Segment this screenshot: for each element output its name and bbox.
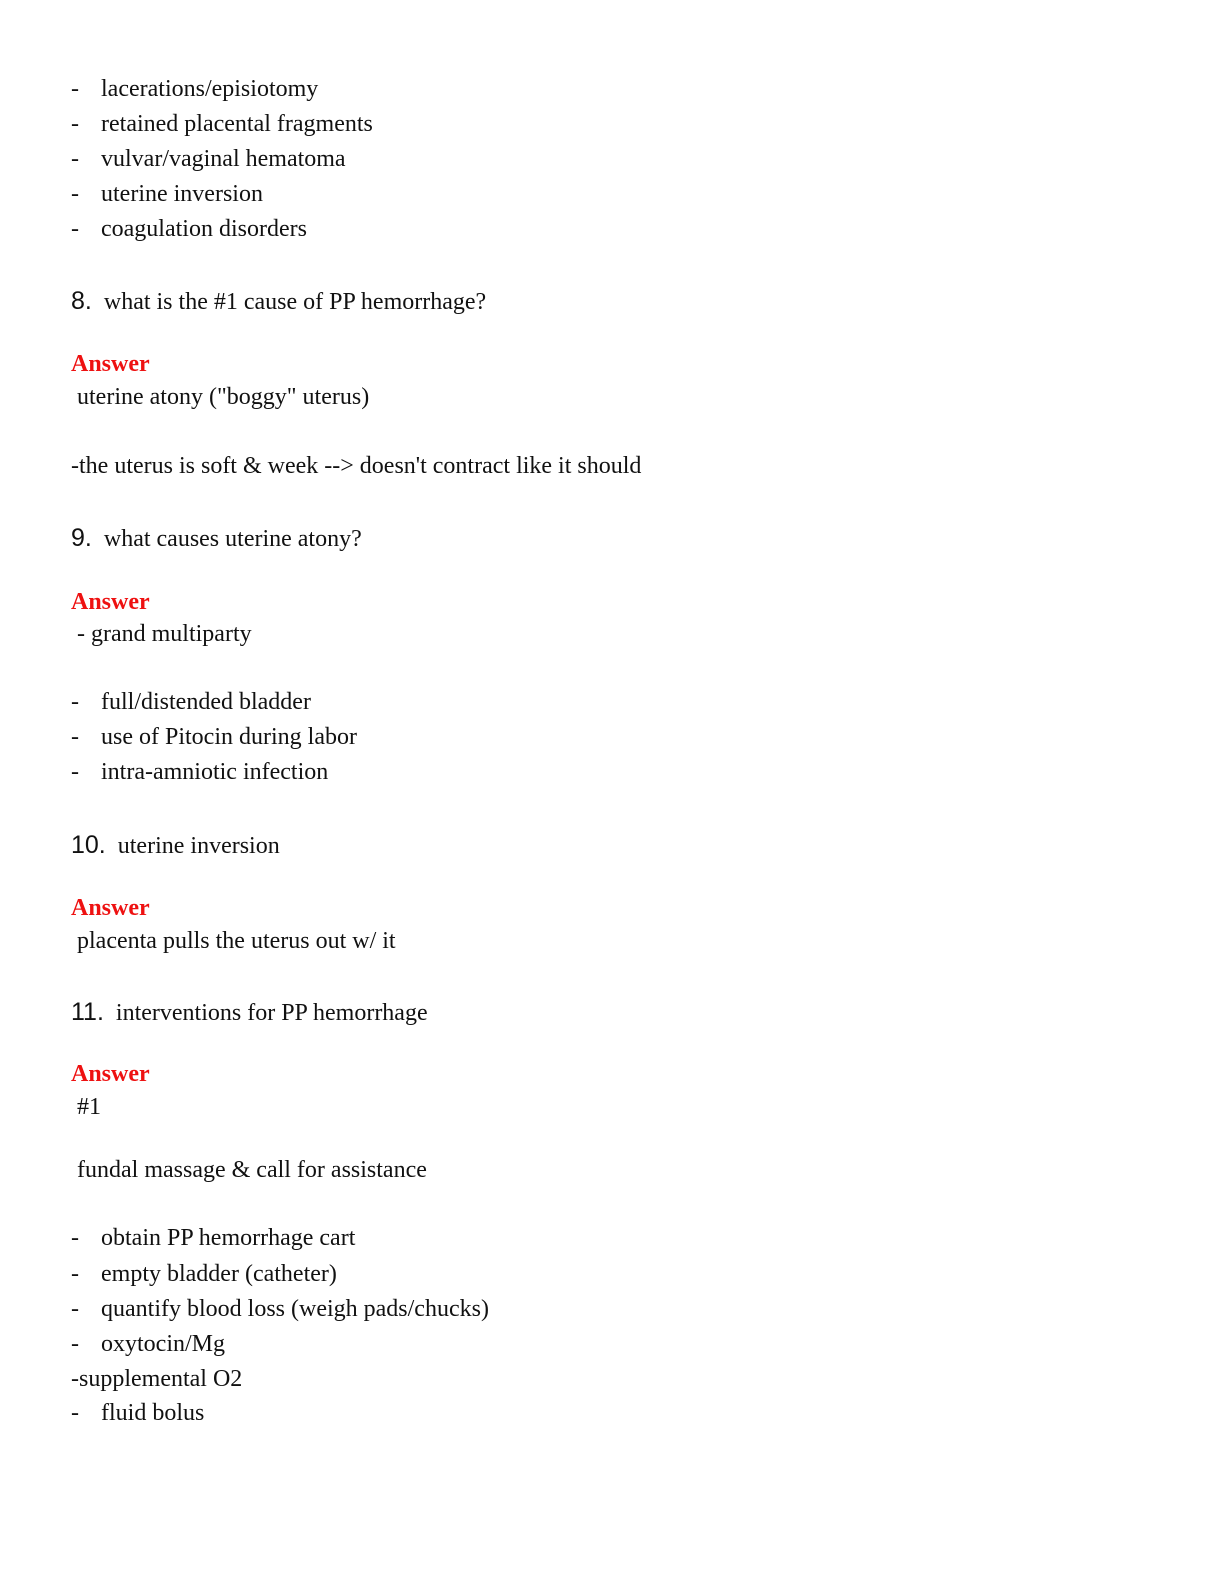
list-item <box>71 74 318 104</box>
dash: - <box>71 1400 79 1426</box>
dash: - <box>71 1225 79 1251</box>
question-10 <box>71 830 280 861</box>
list-item <box>71 1329 225 1359</box>
list-item-text: lacerations/episiotomy <box>101 76 319 102</box>
list-item-text: quantify blood loss (weigh pads/chucks) <box>101 1296 489 1322</box>
answer-label: Answer <box>71 351 150 377</box>
list-item-text: use of Pitocin during labor <box>101 724 357 750</box>
answer-note: -the uterus is soft & week --> doesn't contract like it should <box>71 453 642 479</box>
list-item <box>71 214 307 244</box>
question-9 <box>71 523 362 554</box>
question-11 <box>71 997 428 1028</box>
answer-label: Answer <box>71 1061 150 1087</box>
dash: - <box>71 181 79 207</box>
answer-text: placenta pulls the uterus out w/ it <box>77 928 396 954</box>
list-item-text: fluid bolus <box>101 1400 205 1426</box>
answer-text: #1 <box>77 1094 101 1120</box>
list-item-text: oxytocin/Mg <box>101 1331 225 1357</box>
dash: - <box>71 759 79 785</box>
list-item <box>71 1398 204 1428</box>
list-item-plain: -supplemental O2 <box>71 1366 243 1392</box>
list-item-text: coagulation disorders <box>101 216 307 242</box>
list-item-text: retained placental fragments <box>101 111 373 137</box>
list-item-text: empty bladder (catheter) <box>101 1261 337 1287</box>
dash: - <box>71 1296 79 1322</box>
dash: - <box>71 689 79 715</box>
answer-text: fundal massage & call for assistance <box>77 1157 427 1183</box>
list-item-text: vulvar/vaginal hematoma <box>101 146 346 172</box>
question-number: 8. <box>71 287 92 315</box>
answer-label: Answer <box>71 895 150 921</box>
dash: - <box>71 111 79 137</box>
dash: - <box>71 76 79 102</box>
dash: - <box>71 1261 79 1287</box>
answer-text: uterine atony ("boggy" uterus) <box>77 384 370 410</box>
list-item <box>71 109 373 139</box>
question-8 <box>71 286 486 317</box>
list-item <box>71 1259 337 1289</box>
list-item <box>71 687 311 717</box>
answer-text: - grand multiparty <box>77 621 252 647</box>
list-item <box>71 144 346 174</box>
list-item <box>71 1294 489 1324</box>
list-item-text: full/distended bladder <box>101 689 311 715</box>
question-number: 11. <box>71 998 104 1026</box>
list-item-text: uterine inversion <box>101 181 263 207</box>
list-item <box>71 722 357 752</box>
list-item <box>71 757 328 787</box>
list-item <box>71 1223 355 1253</box>
question-number: 9. <box>71 524 92 552</box>
question-text: what is the #1 cause of PP hemorrhage? <box>103 289 487 315</box>
dash: - <box>71 146 79 172</box>
question-number: 10. <box>71 831 106 859</box>
dash: - <box>71 1331 79 1357</box>
question-text: what causes uterine atony? <box>103 526 362 552</box>
dash: - <box>71 216 79 242</box>
question-text: uterine inversion <box>117 833 280 859</box>
question-text: interventions for PP hemorrhage <box>115 1000 428 1026</box>
list-item-text: intra-amniotic infection <box>101 759 329 785</box>
answer-label: Answer <box>71 589 150 615</box>
dash: - <box>71 724 79 750</box>
list-item <box>71 179 263 209</box>
list-item-text: obtain PP hemorrhage cart <box>101 1225 356 1251</box>
